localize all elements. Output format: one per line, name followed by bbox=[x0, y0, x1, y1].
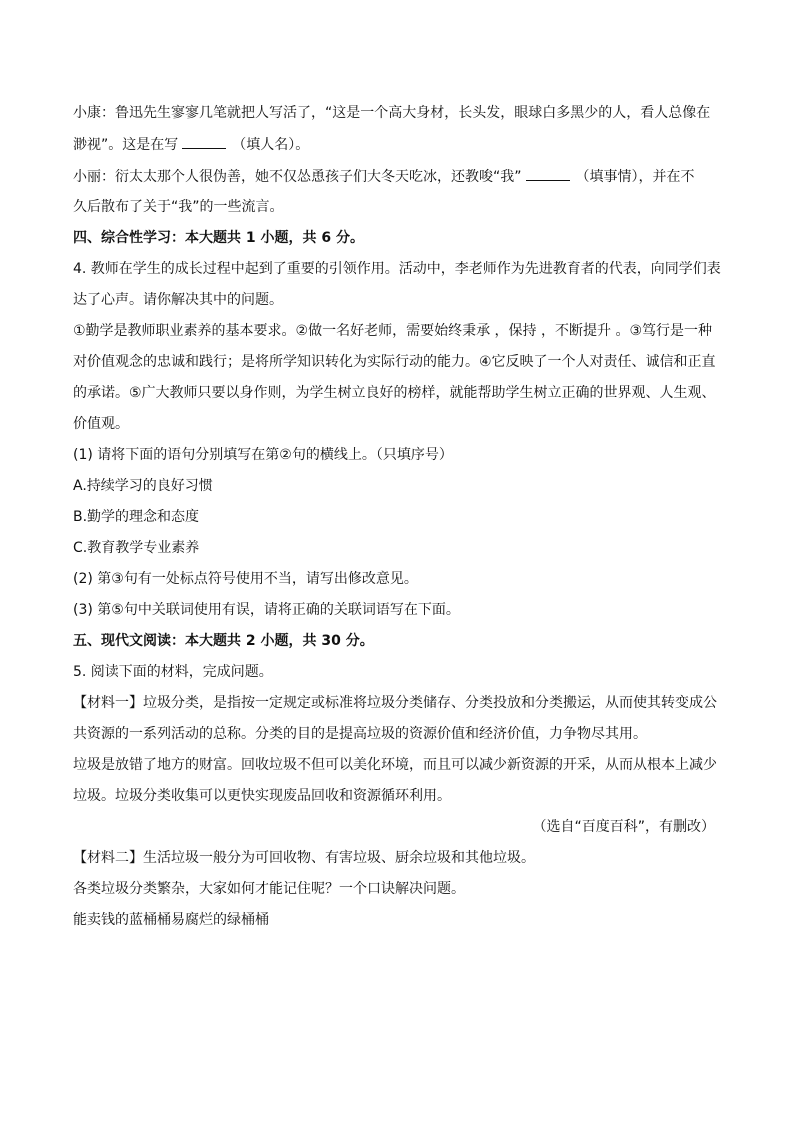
passage-line: ①勤学是教师职业素养的基本要求。②做一名好老师，需要始终秉承 ，保持 ，不断提升 。③笃行是一种 bbox=[73, 323, 713, 339]
material-line: 共资源的一系列活动的总称。分类的目的是提高垃圾的资源价值和经济价值，力争物尽其用。 bbox=[73, 726, 647, 742]
answer-blank bbox=[182, 134, 226, 149]
option-item: A.持续学习的良好习惯 bbox=[73, 478, 213, 494]
passage-line: 价值观。 bbox=[73, 416, 129, 432]
material-line: 【材料二】生活垃圾一般分为可回收物、有害垃圾、厨余垃圾和其他垃圾。 bbox=[73, 850, 535, 866]
material-line: 各类垃圾分类繁杂，大家如何才能记住呢？一个口诀解决问题。 bbox=[73, 881, 465, 897]
option-item: B.勤学的理念和态度 bbox=[73, 509, 200, 525]
section-heading: 四、综合性学习：本大题共 1 小题，共 6 分。 bbox=[73, 230, 364, 246]
text-line: 久后散布了关于“我”的一些流言。 bbox=[73, 199, 284, 215]
sub-question: (1) 请将下面的语句分别填写在第②句的横线上。（只填序号） bbox=[73, 447, 453, 463]
material-line: 垃圾是放错了地方的财富。回收垃圾不但可以美化环境，而且可以减少新资源的开采，从而从根本上减少 bbox=[73, 757, 717, 773]
question-text: 5. 阅读下面的材料，完成问题。 bbox=[73, 664, 273, 680]
section-heading: 五、现代文阅读：本大题共 2 小题，共 30 分。 bbox=[73, 633, 374, 649]
text-segment: （填人名）。 bbox=[232, 137, 310, 153]
text-segment: 小丽：衍太太那个人很伪善，她不仅怂恿孩子们大冬天吃冰，还教唆“我” bbox=[73, 169, 522, 185]
answer-blank bbox=[526, 166, 570, 181]
material-line: 【材料一】垃圾分类，是指按一定规定或标准将垃圾分类储存、分类投放和分类搬运，从而使其转变成公 bbox=[73, 695, 717, 711]
text-segment: （填事情），并在不 bbox=[575, 169, 695, 185]
text-line: 小康：鲁迅先生寥寥几笔就把人写活了，“这是一个高大身材，长头发，眼球白多黑少的人，看人总像在 bbox=[73, 105, 711, 121]
text-segment: 渺视”。这是在写 bbox=[73, 137, 179, 153]
question-text: 4. 教师在学生的成长过程中起到了重要的引领作用。活动中，李老师作为先进教育者的代表，向同学们表 bbox=[73, 261, 721, 277]
source-citation: （选自“百度百科”，有删改） bbox=[532, 819, 715, 835]
passage-line: 对价值观念的忠诚和践行；是将所学知识转化为实际行动的能力。④它反映了一个人对责任、诚信和正直 bbox=[73, 354, 716, 370]
material-line: 垃圾。垃圾分类收集可以更快实现废品回收和资源循环利用。 bbox=[73, 788, 451, 804]
option-item: C.教育教学专业素养 bbox=[73, 540, 200, 556]
passage-line: 的承诺。⑤广大教师只要以身作则，为学生树立良好的榜样，就能帮助学生树立正确的世界观、人生观、 bbox=[73, 385, 716, 401]
text-line-with-blank bbox=[73, 166, 723, 187]
text-line-with-blank bbox=[73, 134, 723, 155]
sub-question: (3) 第⑤句中关联词使用有误，请将正确的关联词语写在下面。 bbox=[73, 602, 460, 618]
question-text: 达了心声。请你解决其中的问题。 bbox=[73, 292, 283, 308]
sub-question: (2) 第③句有一处标点符号使用不当，请写出修改意见。 bbox=[73, 571, 418, 587]
material-line: 能卖钱的蓝桶桶易腐烂的绿桶桶 bbox=[73, 912, 269, 928]
